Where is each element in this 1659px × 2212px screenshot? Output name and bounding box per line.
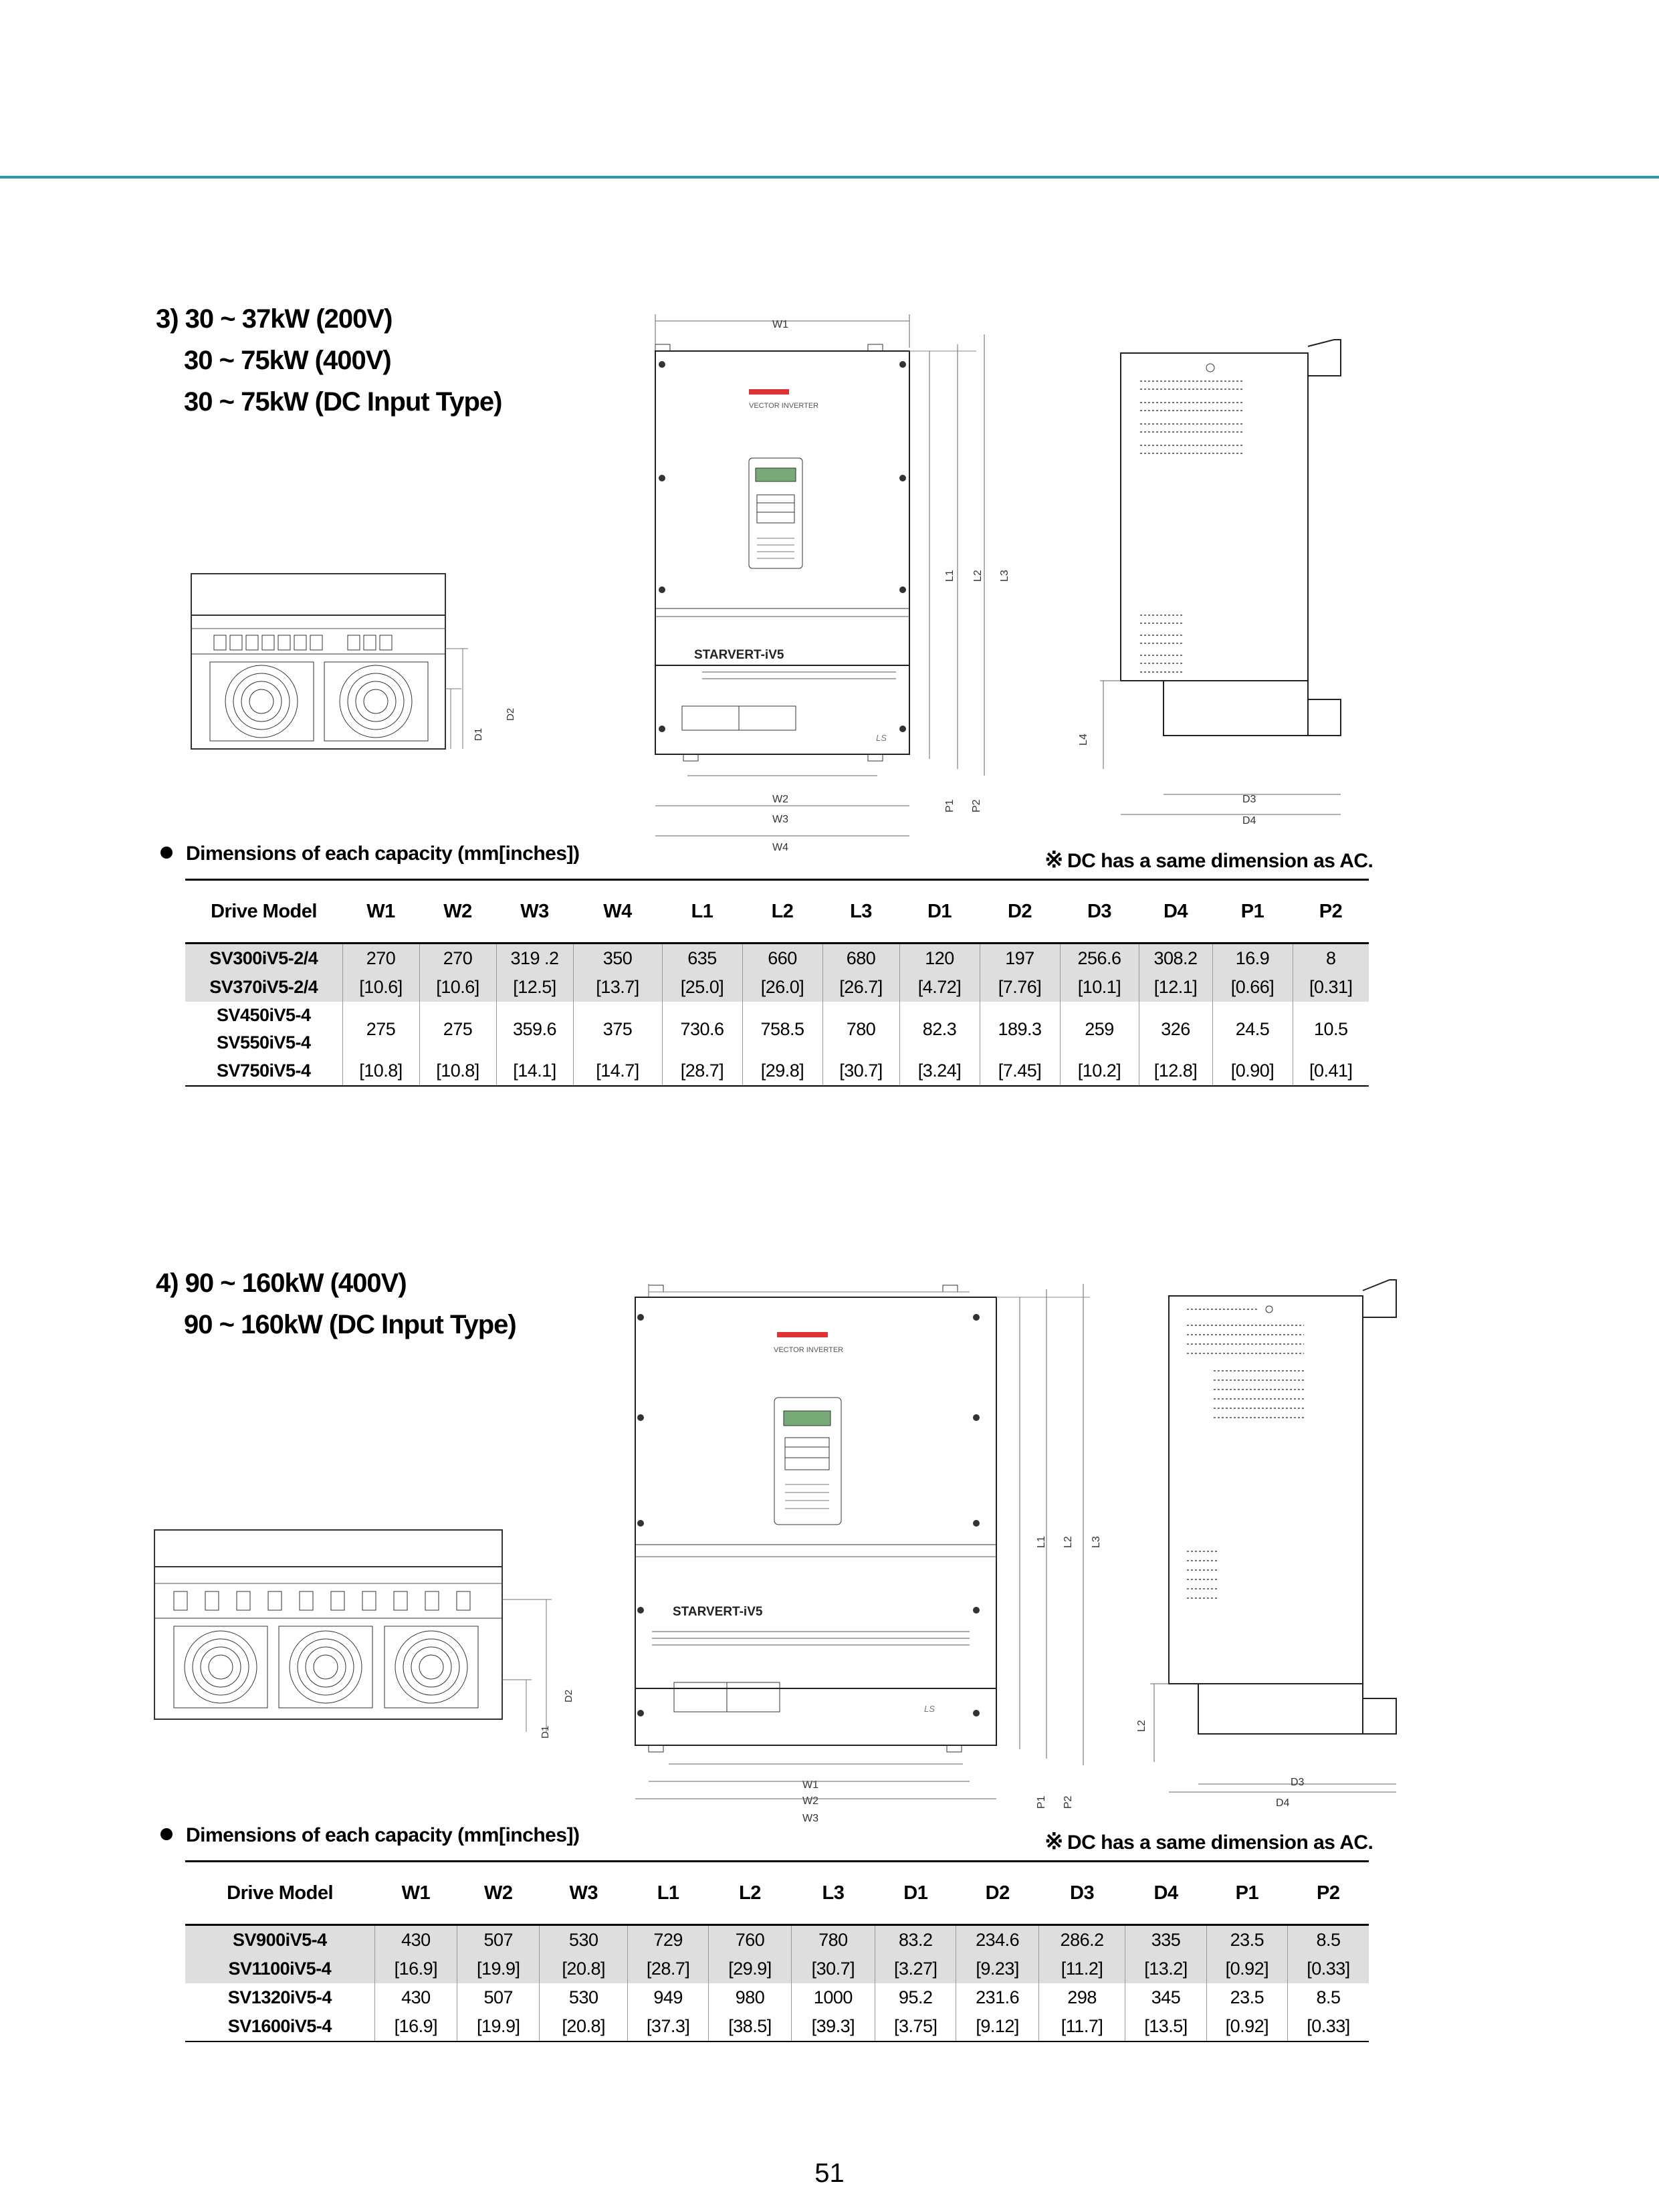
value-cell: 189.3 bbox=[980, 1002, 1060, 1057]
section-3-title-line-2: 30 ~ 75kW (400V) bbox=[184, 346, 391, 375]
value-cell: 286.2 bbox=[1038, 1925, 1125, 1955]
section-4-front-view-drawing bbox=[622, 1277, 1103, 1826]
table-row bbox=[185, 1983, 1369, 2012]
section-4-bottom-view-drawing bbox=[150, 1525, 578, 1745]
value-cell: [9.12] bbox=[956, 2012, 1038, 2041]
value-cell: 197 bbox=[980, 944, 1060, 974]
value-cell: 8.5 bbox=[1288, 1983, 1369, 2012]
value-cell: 359.6 bbox=[496, 1002, 573, 1057]
value-cell: [16.9] bbox=[374, 1955, 457, 1983]
table-header-row bbox=[185, 1862, 1369, 1925]
value-cell: [30.7] bbox=[791, 1955, 875, 1983]
value-cell: [28.7] bbox=[662, 1057, 742, 1086]
value-cell: 430 bbox=[374, 1925, 457, 1955]
value-cell: [29.8] bbox=[742, 1057, 822, 1086]
value-cell: [28.7] bbox=[627, 1955, 708, 1983]
value-cell: [9.23] bbox=[956, 1955, 1038, 1983]
value-cell: 298 bbox=[1038, 1983, 1125, 2012]
value-cell: 23.5 bbox=[1206, 1983, 1287, 2012]
table-header-row bbox=[185, 880, 1369, 944]
model-cell: SV370iV5-2/4 bbox=[185, 973, 342, 1002]
svg-text:D1: D1 bbox=[473, 728, 484, 741]
section-3-bottom-view-drawing bbox=[187, 568, 516, 762]
value-cell: 234.6 bbox=[956, 1925, 1038, 1955]
value-cell: [3.24] bbox=[899, 1057, 980, 1086]
value-cell: 635 bbox=[662, 944, 742, 974]
col-header: D1 bbox=[899, 880, 980, 944]
value-cell: 120 bbox=[899, 944, 980, 974]
value-cell: 350 bbox=[573, 944, 662, 974]
col-header: W1 bbox=[342, 880, 419, 944]
svg-text:VECTOR INVERTER: VECTOR INVERTER bbox=[774, 1346, 844, 1354]
model-cell: SV900iV5-4 bbox=[185, 1925, 374, 1955]
value-cell: 326 bbox=[1139, 1002, 1212, 1057]
svg-text:D1: D1 bbox=[540, 1725, 551, 1739]
value-cell: [26.0] bbox=[742, 973, 822, 1002]
svg-text:W3: W3 bbox=[802, 1813, 818, 1824]
value-cell: [20.8] bbox=[540, 2012, 627, 2041]
value-cell: [0.66] bbox=[1212, 973, 1293, 1002]
model-cell: SV750iV5-4 bbox=[185, 1057, 342, 1086]
value-cell: [20.8] bbox=[540, 1955, 627, 1983]
col-header: L2 bbox=[742, 880, 822, 944]
section-4-note-text: DC has a same dimension as AC. bbox=[1067, 1832, 1373, 1854]
value-cell: [0.92] bbox=[1206, 2012, 1287, 2041]
value-cell: [14.7] bbox=[573, 1057, 662, 1086]
table-row bbox=[185, 973, 1369, 1002]
col-header: D1 bbox=[875, 1862, 956, 1925]
svg-text:D2: D2 bbox=[563, 1689, 574, 1702]
section-3-dimensions-table bbox=[185, 879, 1369, 1087]
value-cell: 16.9 bbox=[1212, 944, 1293, 974]
value-cell: [10.2] bbox=[1060, 1057, 1139, 1086]
value-cell: 23.5 bbox=[1206, 1925, 1287, 1955]
table-row bbox=[185, 1057, 1369, 1086]
value-cell: [11.7] bbox=[1038, 2012, 1125, 2041]
col-header: D4 bbox=[1139, 880, 1212, 944]
value-cell: [19.9] bbox=[457, 1955, 540, 1983]
reference-mark-icon: ※ bbox=[1044, 847, 1063, 873]
section-4-side-view-drawing bbox=[1123, 1270, 1404, 1826]
section-4-dimensions-table bbox=[185, 1860, 1369, 2042]
value-cell: 530 bbox=[540, 1983, 627, 2012]
col-header: D4 bbox=[1125, 1862, 1206, 1925]
value-cell: 345 bbox=[1125, 1983, 1206, 2012]
col-header: D3 bbox=[1060, 880, 1139, 944]
value-cell: 375 bbox=[573, 1002, 662, 1057]
col-header: D3 bbox=[1038, 1862, 1125, 1925]
col-header: L1 bbox=[627, 1862, 708, 1925]
value-cell: [7.45] bbox=[980, 1057, 1060, 1086]
value-cell: 780 bbox=[791, 1925, 875, 1955]
section-3-dimensions-heading bbox=[160, 843, 580, 865]
svg-text:L2: L2 bbox=[1063, 1536, 1074, 1548]
svg-text:LS: LS bbox=[876, 733, 887, 743]
svg-text:L3: L3 bbox=[1091, 1536, 1102, 1548]
value-cell: 275 bbox=[342, 1002, 419, 1057]
col-header: W4 bbox=[573, 880, 662, 944]
col-header: P1 bbox=[1206, 1862, 1287, 1925]
value-cell: [10.6] bbox=[342, 973, 419, 1002]
value-cell: [0.33] bbox=[1288, 2012, 1369, 2041]
value-cell: [12.5] bbox=[496, 973, 573, 1002]
svg-text:W2: W2 bbox=[802, 1795, 818, 1807]
value-cell: 660 bbox=[742, 944, 822, 974]
col-header: W3 bbox=[496, 880, 573, 944]
value-cell: 82.3 bbox=[899, 1002, 980, 1057]
value-cell: [25.0] bbox=[662, 973, 742, 1002]
value-cell: 729 bbox=[627, 1925, 708, 1955]
section-3-title bbox=[156, 298, 502, 423]
value-cell: [10.8] bbox=[419, 1057, 496, 1086]
value-cell: [13.5] bbox=[1125, 2012, 1206, 2041]
col-header: Drive Model bbox=[185, 880, 342, 944]
value-cell: [7.76] bbox=[980, 973, 1060, 1002]
svg-text:L4: L4 bbox=[1078, 734, 1089, 746]
section-4-title-line-1: 4) 90 ~ 160kW (400V) bbox=[156, 1268, 407, 1298]
col-header: Drive Model bbox=[185, 1862, 374, 1925]
value-cell: [3.27] bbox=[875, 1955, 956, 1983]
section-4-title bbox=[156, 1262, 516, 1345]
value-cell: 507 bbox=[457, 1983, 540, 2012]
value-cell: 83.2 bbox=[875, 1925, 956, 1955]
header-rule bbox=[0, 176, 1659, 179]
col-header: D2 bbox=[980, 880, 1060, 944]
svg-text:W3: W3 bbox=[772, 814, 788, 825]
value-cell: 8 bbox=[1293, 944, 1369, 974]
value-cell: [4.72] bbox=[899, 973, 980, 1002]
section-3-brand-label: STARVERT-iV5 bbox=[694, 648, 784, 662]
value-cell: [30.7] bbox=[822, 1057, 899, 1086]
value-cell: 275 bbox=[419, 1002, 496, 1057]
svg-text:VECTOR INVERTER: VECTOR INVERTER bbox=[749, 402, 819, 410]
model-name: SV450iV5-4 bbox=[216, 1005, 311, 1025]
col-header: L3 bbox=[822, 880, 899, 944]
svg-text:W2: W2 bbox=[772, 794, 788, 805]
value-cell: 259 bbox=[1060, 1002, 1139, 1057]
section-3-note-text: DC has a same dimension as AC. bbox=[1067, 850, 1373, 872]
value-cell: [0.41] bbox=[1293, 1057, 1369, 1086]
section-3-title-line-1: 3) 30 ~ 37kW (200V) bbox=[156, 304, 393, 334]
svg-text:D4: D4 bbox=[1242, 815, 1256, 826]
value-cell: [3.75] bbox=[875, 2012, 956, 2041]
col-header: W3 bbox=[540, 1862, 627, 1925]
svg-text:L2: L2 bbox=[1136, 1720, 1147, 1732]
svg-text:W1: W1 bbox=[802, 1779, 818, 1791]
bullet-icon bbox=[160, 847, 173, 859]
section-3-title-line-3: 30 ~ 75kW (DC Input Type) bbox=[184, 387, 502, 417]
table-row bbox=[185, 1955, 1369, 1983]
value-cell: 730.6 bbox=[662, 1002, 742, 1057]
value-cell: 8.5 bbox=[1288, 1925, 1369, 1955]
value-cell: [13.2] bbox=[1125, 1955, 1206, 1983]
value-cell: 430 bbox=[374, 1983, 457, 2012]
value-cell: [10.6] bbox=[419, 973, 496, 1002]
value-cell: [12.1] bbox=[1139, 973, 1212, 1002]
value-cell: 256.6 bbox=[1060, 944, 1139, 974]
value-cell: [14.1] bbox=[496, 1057, 573, 1086]
value-cell: [12.8] bbox=[1139, 1057, 1212, 1086]
table-row bbox=[185, 944, 1369, 974]
svg-text:P1: P1 bbox=[1036, 1795, 1047, 1809]
value-cell: [37.3] bbox=[627, 2012, 708, 2041]
value-cell: 319 .2 bbox=[496, 944, 573, 974]
col-header: D2 bbox=[956, 1862, 1038, 1925]
model-cell: SV1100iV5-4 bbox=[185, 1955, 374, 1983]
col-header: W1 bbox=[374, 1862, 457, 1925]
value-cell: 760 bbox=[709, 1925, 791, 1955]
value-cell: 1000 bbox=[791, 1983, 875, 2012]
svg-text:P2: P2 bbox=[1063, 1795, 1074, 1809]
table-row bbox=[185, 1002, 1369, 1057]
value-cell: [0.92] bbox=[1206, 1955, 1287, 1983]
value-cell: [29.9] bbox=[709, 1955, 791, 1983]
page-number: 51 bbox=[814, 2159, 845, 2188]
section-3-side-view-drawing bbox=[1070, 334, 1364, 843]
section-4-dimensions-heading bbox=[160, 1824, 580, 1847]
value-cell: 10.5 bbox=[1293, 1002, 1369, 1057]
svg-text:D3: D3 bbox=[1242, 794, 1256, 805]
col-header: P2 bbox=[1288, 1862, 1369, 1925]
section-4-brand-label: STARVERT-iV5 bbox=[673, 1605, 763, 1619]
section-3-front-view-drawing bbox=[642, 308, 1030, 853]
section-4-dimensions-heading-text: Dimensions of each capacity (mm[inches]) bbox=[186, 1824, 580, 1846]
section-4-note bbox=[1044, 1828, 1373, 1855]
section-3-dimensions-heading-text: Dimensions of each capacity (mm[inches]) bbox=[186, 843, 580, 865]
section-4-title-line-2: 90 ~ 160kW (DC Input Type) bbox=[184, 1310, 516, 1339]
value-cell: 231.6 bbox=[956, 1983, 1038, 2012]
value-cell: [16.9] bbox=[374, 2012, 457, 2041]
value-cell: 780 bbox=[822, 1002, 899, 1057]
value-cell: 335 bbox=[1125, 1925, 1206, 1955]
svg-text:D4: D4 bbox=[1276, 1797, 1290, 1809]
svg-text:D3: D3 bbox=[1291, 1777, 1305, 1788]
value-cell: [11.2] bbox=[1038, 1955, 1125, 1983]
section-3-note bbox=[1044, 847, 1373, 873]
model-cell: SV300iV5-2/4 bbox=[185, 944, 342, 974]
value-cell: [39.3] bbox=[791, 2012, 875, 2041]
value-cell: [0.33] bbox=[1288, 1955, 1369, 1983]
svg-text:W4: W4 bbox=[772, 842, 788, 853]
value-cell: 270 bbox=[342, 944, 419, 974]
table-row bbox=[185, 1925, 1369, 1955]
value-cell: [10.1] bbox=[1060, 973, 1139, 1002]
reference-mark-icon: ※ bbox=[1044, 1829, 1063, 1854]
value-cell: [26.7] bbox=[822, 973, 899, 1002]
value-cell: 270 bbox=[419, 944, 496, 974]
value-cell: 980 bbox=[709, 1983, 791, 2012]
col-header: W2 bbox=[419, 880, 496, 944]
col-header: L2 bbox=[709, 1862, 791, 1925]
value-cell: [10.8] bbox=[342, 1057, 419, 1086]
svg-text:L3: L3 bbox=[999, 570, 1010, 582]
value-cell: [19.9] bbox=[457, 2012, 540, 2041]
value-cell: 507 bbox=[457, 1925, 540, 1955]
value-cell: 758.5 bbox=[742, 1002, 822, 1057]
model-cell bbox=[185, 1002, 342, 1057]
table-row bbox=[185, 2012, 1369, 2041]
col-header: L1 bbox=[662, 880, 742, 944]
col-header: P2 bbox=[1293, 880, 1369, 944]
value-cell: [13.7] bbox=[573, 973, 662, 1002]
value-cell: 24.5 bbox=[1212, 1002, 1293, 1057]
value-cell: [38.5] bbox=[709, 2012, 791, 2041]
model-name: SV550iV5-4 bbox=[216, 1032, 311, 1053]
col-header: P1 bbox=[1212, 880, 1293, 944]
model-cell: SV1320iV5-4 bbox=[227, 1987, 332, 2007]
value-cell: 308.2 bbox=[1139, 944, 1212, 974]
value-cell: 680 bbox=[822, 944, 899, 974]
svg-text:L1: L1 bbox=[1036, 1536, 1047, 1548]
value-cell: 949 bbox=[627, 1983, 708, 2012]
svg-text:W1: W1 bbox=[772, 319, 788, 330]
value-cell: 95.2 bbox=[875, 1983, 956, 2012]
col-header: L3 bbox=[791, 1862, 875, 1925]
model-cell: SV1600iV5-4 bbox=[185, 2012, 374, 2041]
svg-text:L1: L1 bbox=[944, 570, 956, 582]
value-cell: [0.31] bbox=[1293, 973, 1369, 1002]
svg-text:L2: L2 bbox=[972, 570, 984, 582]
svg-text:D2: D2 bbox=[505, 707, 516, 721]
svg-text:LS: LS bbox=[924, 1704, 935, 1714]
svg-text:P2: P2 bbox=[971, 799, 982, 812]
col-header: W2 bbox=[457, 1862, 540, 1925]
bullet-icon bbox=[160, 1828, 173, 1840]
value-cell: [0.90] bbox=[1212, 1057, 1293, 1086]
svg-text:P1: P1 bbox=[944, 799, 956, 812]
value-cell: 530 bbox=[540, 1925, 627, 1955]
